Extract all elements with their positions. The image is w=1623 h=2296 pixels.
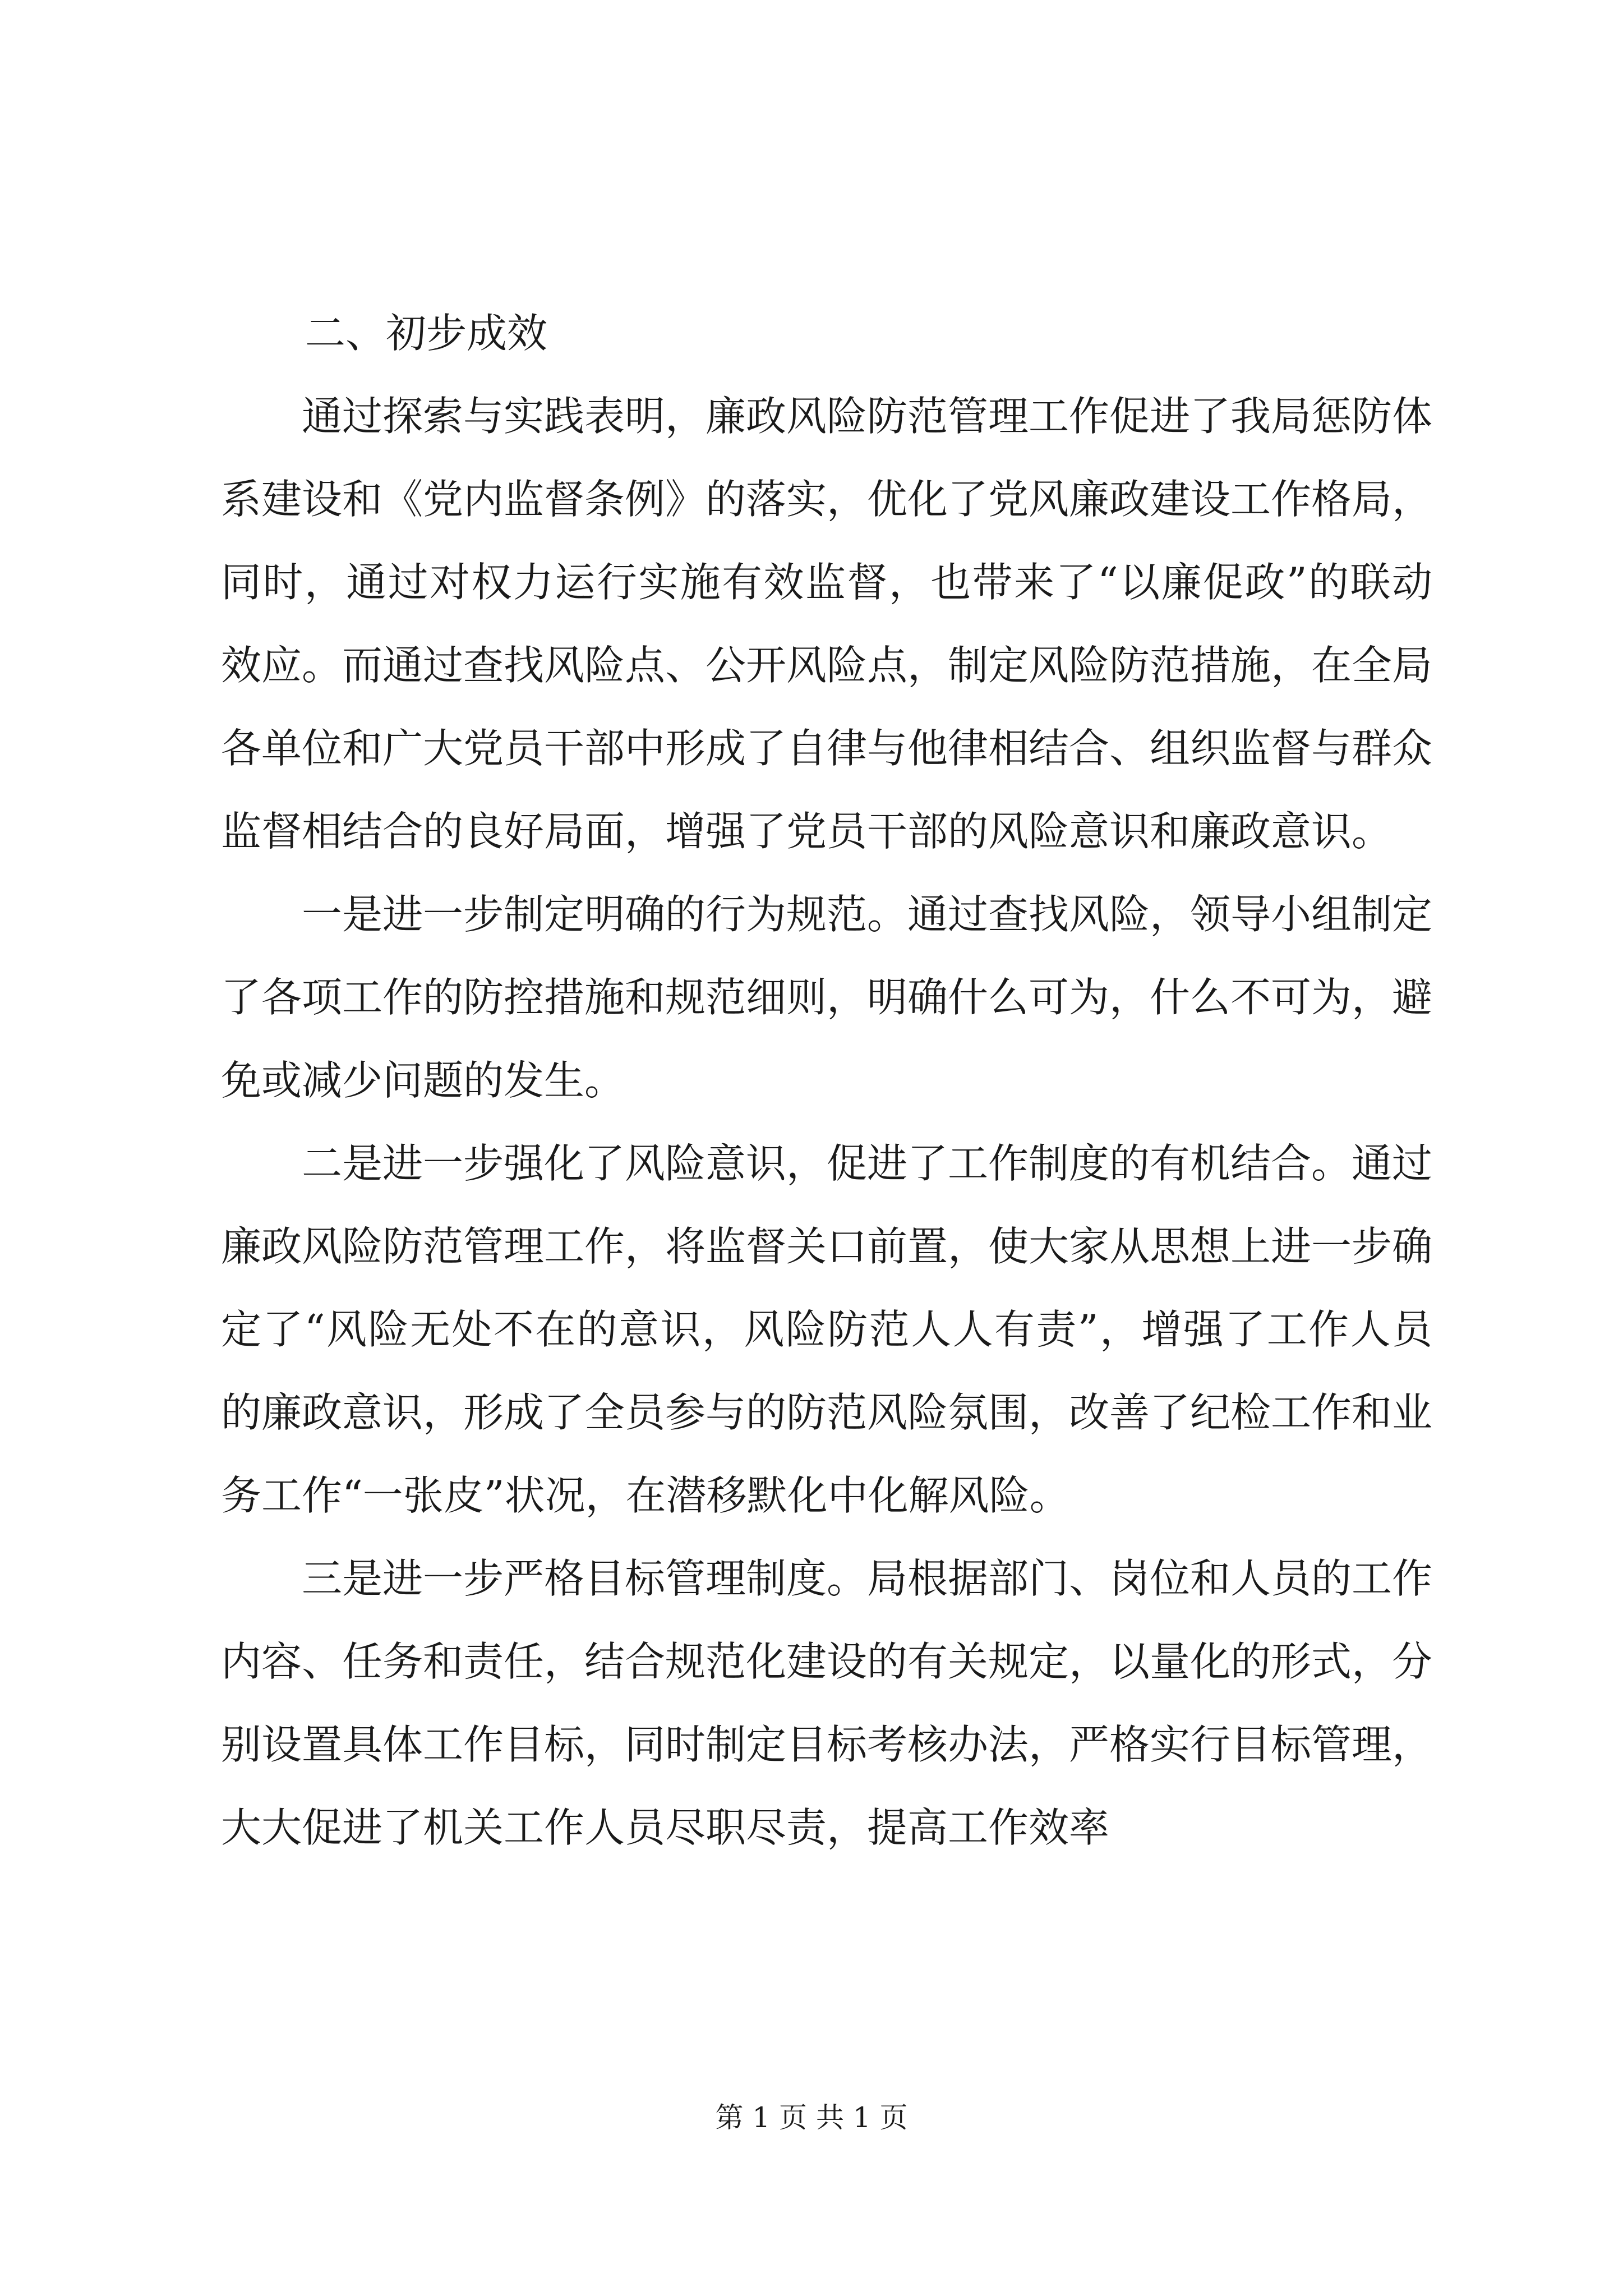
document-body <box>221 292 1432 1869</box>
paragraph-point-two: 二是进一步强化了风险意识，促进了工作制度的有机结合。通过廉政风险防范管理工作，将监督关口前置，使大家从思想上进一步确定了“风险无处不在的意识，风险防范人人有责”，增强了工作人员的廉政意识，形成了全员参与的防范风险氛围，改善了纪检工作和业务工作“一张皮”状况，在潜移默化中化解风险。 <box>221 1140 1433 1519</box>
paragraph-summary: 通过探索与实践表明，廉政风险防范管理工作促进了我局惩防体系建设和《党内监督条例》的落实，优化了党风廉政建设工作格局，同时，通过对权力运行实施有效监督，也带来了“以廉促政”的联动效应。而通过查找风险点、公开风险点，制定风险防范措施，在全局各单位和广大党员干部中形成了自律与他律相结合、组织监督与群众监督相结合的良好局面，增强了党员干部的风险意识和廉政意识。 <box>221 393 1433 855</box>
section-heading: 二、初步成效 <box>305 310 548 357</box>
page-footer: 第 1 页 共 1 页 <box>715 2101 908 2134</box>
paragraph-point-three: 三是进一步严格目标管理制度。局根据部门、岗位和人员的工作内容、任务和责任，结合规范化建设的有关规定，以量化的形式，分别设置具体工作目标，同时制定目标考核办法，严格实行目标管理，大大促进了机关工作人员尽职尽责，提高工作效率 <box>221 1555 1433 1851</box>
paragraph-point-one: 一是进一步制定明确的行为规范。通过查找风险，领导小组制定了各项工作的防控措施和规范细则，明确什么可为，什么不可为，避免或减少问题的发生。 <box>221 891 1433 1104</box>
